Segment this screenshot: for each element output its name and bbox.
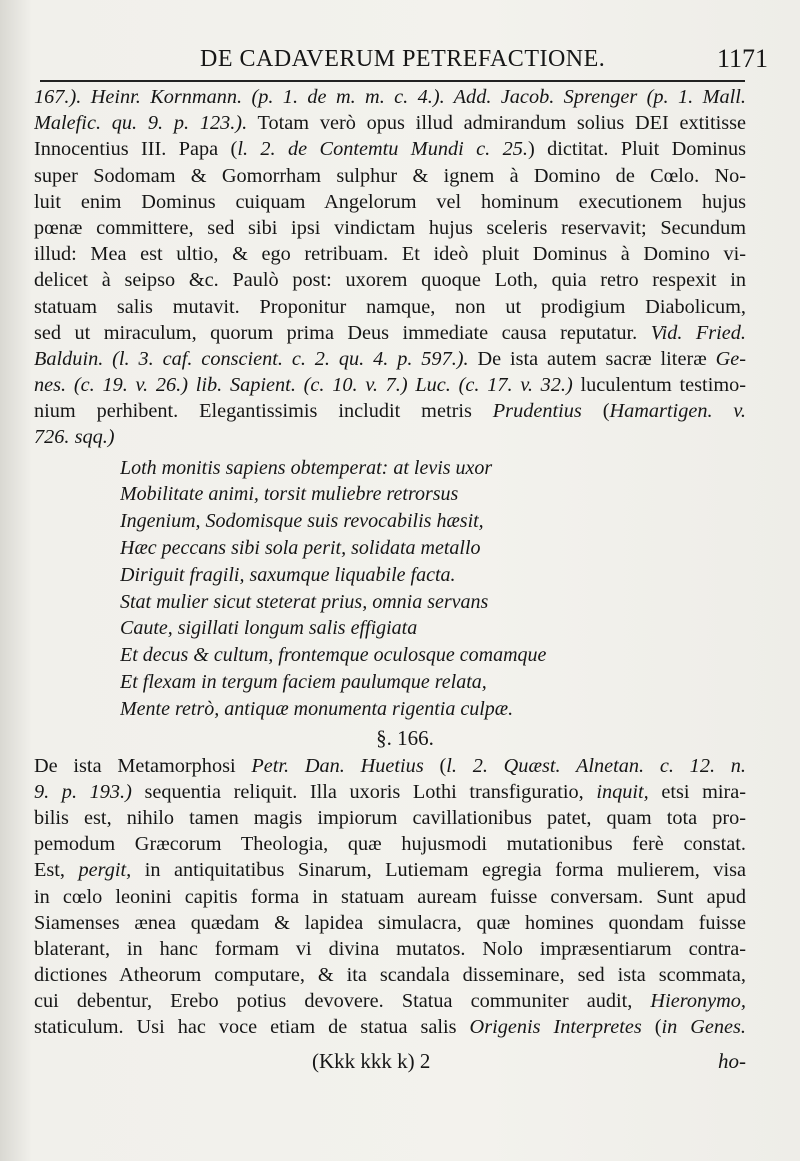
poem-line: Mobilitate animi, torsit muliebre retrorsus	[120, 483, 459, 506]
text-run: luit enim Dominus cuiquam Angelorum vel hominum executionem hujus	[34, 190, 746, 213]
text-line	[34, 398, 746, 424]
running-title: DE CADAVERUM PETREFACTIONE.	[200, 46, 606, 72]
text-line	[34, 372, 746, 398]
text-line	[34, 857, 746, 883]
text-run: statuam salis mutavit. Proponitur namque, non ut prodigium Diabolicum,	[34, 295, 746, 318]
text-line	[34, 346, 746, 372]
italic-run: inquit,	[596, 780, 649, 803]
text-line	[34, 136, 746, 162]
poem-line: Loth monitis sapiens obtemperat: at levis uxor	[120, 456, 493, 479]
text-line	[34, 1014, 746, 1040]
text-line	[34, 241, 746, 267]
page-number: 1171	[716, 44, 768, 73]
text-line	[34, 424, 746, 450]
text-line	[34, 753, 746, 779]
text-line	[34, 84, 746, 110]
text-run: Totam verò opus illud admirandum solius DEI extitisse	[247, 112, 746, 135]
text-line	[34, 884, 746, 910]
text-run: sed ut miraculum, quorum prima Deus immediate causa reputatur.	[34, 321, 651, 344]
italic-run: Ge-	[715, 347, 746, 370]
italic-run: Hieronymo,	[650, 990, 746, 1013]
paragraph-opening	[34, 84, 746, 451]
text-run: ) dictitat. Pluit Dominus	[527, 138, 746, 161]
poem-line: Diriguit fragili, saxumque liquabile facta.	[120, 563, 456, 586]
italic-run: Balduin. (l. 3. caf. conscient. c. 2. qu. 4. p. 597.).	[34, 347, 469, 370]
text-run: Est,	[34, 859, 79, 882]
italic-run: Malefic. qu. 9. p. 123.).	[34, 112, 248, 135]
italic-run: Vid. Fried.	[650, 321, 746, 344]
text-line	[34, 910, 746, 936]
text-run: in antiquitatibus Sinarum, Lutiemam egregia forma mulierem, visa	[131, 859, 746, 882]
text-run: super Sodomam & Gomorrham sulphur & ignem à Domino de Cœlo. No-	[34, 164, 746, 187]
text-run: etsi mira-	[648, 780, 746, 803]
poem-line: Stat mulier sicut steterat prius, omnia servans	[120, 590, 489, 613]
text-line	[34, 988, 746, 1014]
text-line	[34, 936, 746, 962]
text-run: bilis est, nihilo tamen magis impiorum cavillationibus patet, quam tota pro-	[34, 806, 746, 829]
italic-run: Prudentius	[492, 400, 582, 423]
text-run: Innocentius III. Papa (	[34, 138, 238, 161]
text-run: (	[641, 1016, 662, 1039]
text-run: delicet à seipso &c. Paulò post: uxorem quoque Loth, quia retro respexit in	[34, 269, 746, 292]
text-line	[34, 320, 746, 346]
text-run: (	[423, 754, 447, 777]
poem-quotation	[34, 455, 746, 723]
italic-run: 726. sqq.)	[34, 426, 115, 449]
text-line	[34, 215, 746, 241]
text-line	[34, 779, 746, 805]
italic-run: 9. p. 193.)	[34, 780, 132, 803]
text-line	[34, 294, 746, 320]
text-line	[34, 189, 746, 215]
text-run: blaterant, in hanc formam vi divina mutatos. Nolo impræsentiarum contra-	[34, 937, 746, 960]
italic-run: l. 2. de Contemtu Mundi c. 25.	[237, 138, 528, 161]
poem-line: Et flexam in tergum faciem paulumque relata,	[120, 671, 487, 693]
italic-run: in Genes.	[661, 1016, 746, 1039]
text-line	[34, 805, 746, 831]
poem-line: Ingenium, Sodomisque suis revocabilis hæsit,	[120, 510, 484, 533]
text-line	[34, 163, 746, 189]
text-run: Siamenses ænea quædam & lapidea simulacra, quæ homines quondam fuisse	[34, 911, 746, 934]
poem-line: Caute, sigillati longum salis effigiata	[120, 617, 418, 640]
body-text	[34, 84, 746, 1041]
text-run: (	[581, 400, 610, 423]
italic-run: Hamartigen. v.	[609, 400, 746, 423]
text-line	[34, 110, 746, 136]
italic-run: Origenis Interpretes	[469, 1016, 642, 1039]
paragraph-section-166	[34, 753, 746, 1041]
text-run: dictiones Atheorum computare, & ita scandala disseminare, sed ista scommata,	[34, 964, 746, 987]
text-run: De ista Metamorphosi	[34, 754, 252, 777]
text-run: staticulum. Usi hac voce etiam de statua salis	[34, 1016, 470, 1039]
text-run: illud: Mea est ultio, & ego retribuam. Et ideò pluit Dominus à Domino vi-	[34, 243, 746, 266]
italic-run: Petr. Dan. Huetius	[251, 754, 424, 777]
text-line	[34, 267, 746, 293]
italic-run: nes. (c. 19. v. 26.) lib. Sapient. (c. 10. v. 7.) Luc. (c. 17. v. 32.)	[34, 374, 573, 397]
poem-line: Hæc peccans sibi sola perit, solidata metallo	[120, 537, 481, 560]
text-line	[34, 831, 746, 857]
header-rule	[40, 80, 745, 82]
signature-mark: (Kkk kkk k) 2	[312, 1049, 431, 1073]
text-run: luculentum testimo-	[572, 374, 746, 397]
text-run: pœnæ committere, sed sibi ipsi vindictam hujus sceleris reservavit; Secundum	[34, 216, 746, 239]
section-heading: §. 166.	[376, 725, 434, 750]
text-run: De ista autem sacræ literæ	[468, 347, 716, 370]
page-header	[30, 44, 770, 80]
text-line	[34, 962, 746, 988]
italic-run: pergit,	[78, 859, 132, 882]
text-run: cui debentur, Erebo potius devovere. Statua communiter audit,	[34, 990, 651, 1013]
italic-run: l. 2. Quæst. Alnetan. c. 12. n.	[446, 754, 746, 777]
poem-line: Et decus & cultum, frontemque oculosque comamque	[120, 644, 547, 667]
catchword: ho-	[718, 1049, 746, 1073]
text-run: in cœlo leonini capitis forma in statuam auream fuisse conversam. Sunt apud	[34, 885, 746, 908]
text-run: pemodum Græcorum Theologia, quæ hujusmodi mutationibus ferè constat.	[34, 833, 746, 856]
poem-line: Mente retrò, antiquæ monumenta rigentia culpæ.	[120, 697, 514, 720]
text-run: nium perhibent. Elegantissimis includit metris	[34, 400, 493, 423]
page-footer	[34, 1049, 746, 1079]
text-run: sequentia reliquit. Illa uxoris Lothi transfiguratio,	[131, 780, 597, 803]
italic-run: 167.). Heinr. Kornmann. (p. 1. de m. m. c. 4.). Add. Jacob. Sprenger (p. 1. Mall.	[34, 86, 746, 108]
